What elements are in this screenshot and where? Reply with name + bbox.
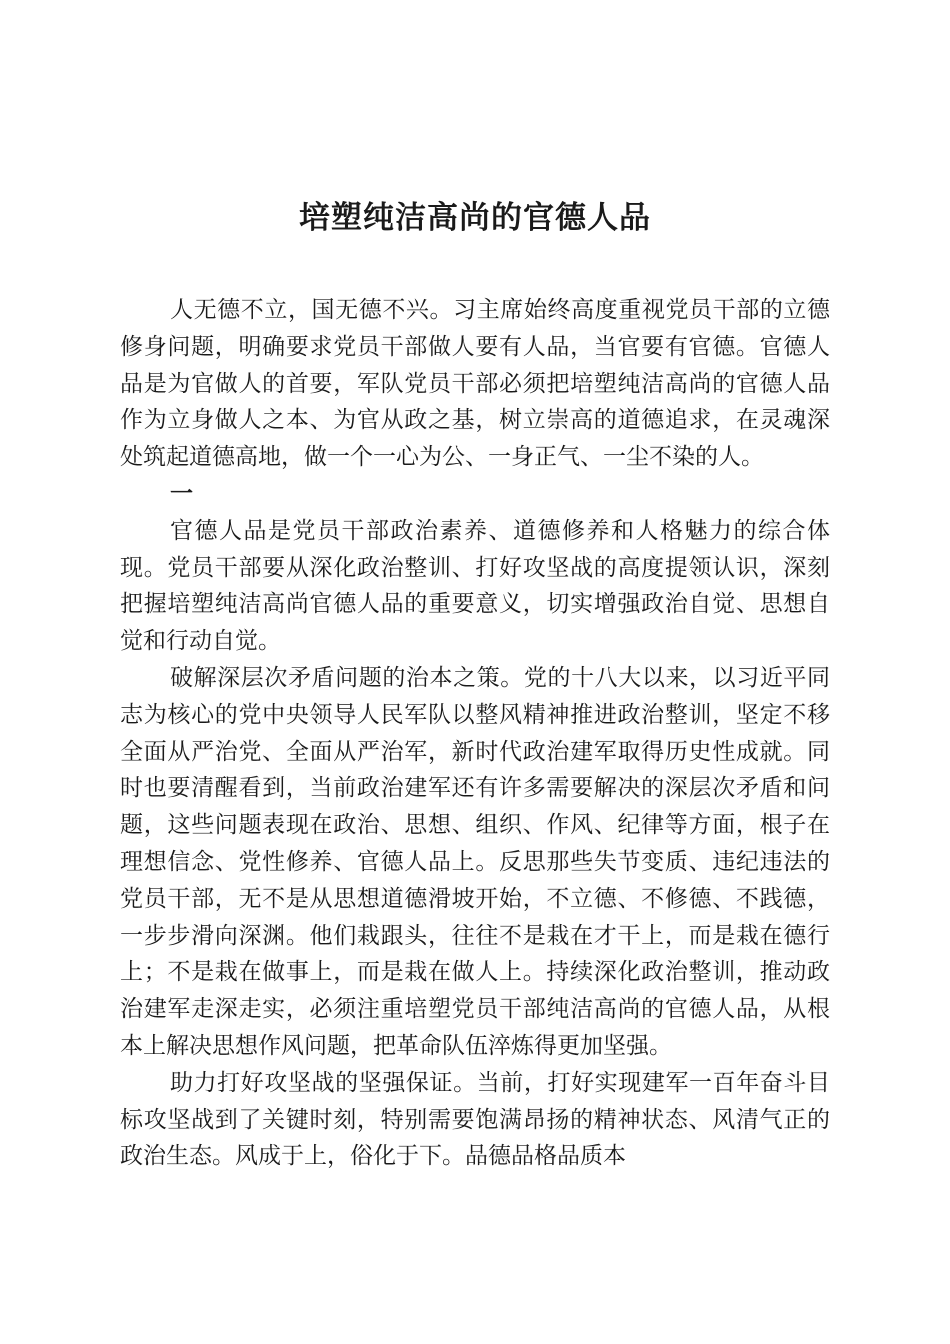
intro-paragraph: 人无德不立，国无德不兴。习主席始终高度重视党员干部的立德修身问题，明确要求党员干部做人要有人品，当官要有官德。官德人品是为官做人的首要，军队党员干部必须把培塑纯洁高尚的官德人品作为立身做人之本、为官从政之基，树立崇高的道德追求，在灵魂深处筑起道德高地，做一个一心为公、一身正气、一尘不染的人。 (120, 297, 830, 471)
body-paragraph: 助力打好攻坚战的坚强保证。当前，打好实现建军一百年奋斗目标攻坚战到了关键时刻，特别需要饱满昂扬的精神状态、风清气正的政治生态。风成于上，俗化于下。品德品格品质本 (120, 1069, 830, 1170)
section-number: 一 (170, 479, 193, 507)
document-title: 培塑纯洁高尚的官德人品 (299, 200, 651, 236)
body-paragraph: 官德人品是党员干部政治素养、道德修养和人格魅力的综合体现。党员干部要从深化政治整训、打好攻坚战的高度提领认识，深刻把握培塑纯洁高尚官德人品的重要意义，切实增强政治自觉、思想自觉和行动自觉。 (120, 517, 830, 655)
body-paragraph: 破解深层次矛盾问题的治本之策。党的十八大以来，以习近平同志为核心的党中央领导人民军队以整风精神推进政治整训，坚定不移全面从严治党、全面从严治军，新时代政治建军取得历史性成就。同时也要清醒看到，当前政治建军还有许多需要解决的深层次矛盾和问题，这些问题表现在政治、思想、组织、作风、纪律等方面，根子在理想信念、党性修养、官德人品上。反思那些失节变质、违纪违法的党员干部，无不是从思想道德滑坡开始，不立德、不修德、不践德，一步步滑向深渊。他们栽跟头，往往不是栽在才干上，而是栽在德行上；不是栽在做事上，而是栽在做人上。持续深化政治整训，推动政治建军走深走实，必须注重培塑党员干部纯洁高尚的官德人品，从根本上解决思想作风问题，把革命队伍淬炼得更加坚强。 (120, 664, 830, 1059)
document-body (120, 292, 830, 1175)
